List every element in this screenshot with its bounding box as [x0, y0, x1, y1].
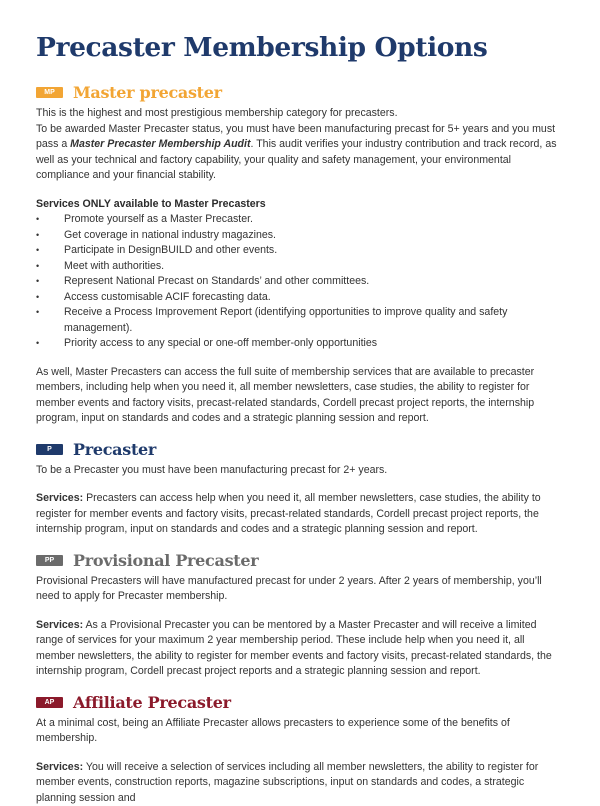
list-item: • Participate in DesignBUILD and other events. — [36, 243, 564, 259]
list-item: • Promote yourself as a Master Precaster. — [36, 212, 564, 228]
services-paragraph — [36, 491, 564, 538]
intro-paragraph: To be a Precaster you must have been manufacturing precast for 2+ years. — [36, 463, 564, 479]
section-header — [36, 551, 564, 570]
badge-ap: AP — [36, 697, 63, 708]
list-item: • Receive a Process Improvement Report (identifying opportunities to improve quality and safety management). — [36, 305, 564, 336]
section-header — [36, 83, 564, 102]
badge-p: P — [36, 444, 63, 455]
audit-text-a: To be awarded Master Precaster status, you must have been manufacturing precast for 5+ years and you must pass a — [36, 123, 555, 151]
services-paragraph — [36, 760, 564, 806]
audit-text-b: . This audit verifies your industry contribution and track record, as well as your technical and factory capability, your quality and safety management, your environmental compliance and your financial stability. — [36, 138, 557, 181]
section-header — [36, 440, 564, 459]
services-label: Services: — [36, 492, 83, 504]
section-master-precaster — [36, 83, 564, 427]
intro-paragraph: At a minimal cost, being an Affiliate Precaster allows precasters to experience some of the benefits of membership. — [36, 716, 564, 747]
intro-paragraph: This is the highest and most prestigious membership category for precasters. — [36, 106, 564, 122]
list-item: • Get coverage in national industry magazines. — [36, 228, 564, 244]
audit-paragraph — [36, 122, 564, 184]
section-title: Precaster — [73, 440, 156, 459]
section-affiliate-precaster — [36, 693, 564, 806]
services-heading: Services ONLY available to Master Precasters — [36, 197, 564, 213]
list-item: • Access customisable ACIF forecasting data. — [36, 290, 564, 306]
badge-mp: MP — [36, 87, 63, 98]
services-text: Precasters can access help when you need it, all member newsletters, case studies, the ability to register for member events and factory visits, precast-related standards, Cordell precast project reports, the internship program, input on standards and codes and a strategic planning session and report. — [36, 492, 541, 535]
audit-name: Master Precaster Membership Audit — [70, 138, 250, 150]
services-label: Services: — [36, 619, 83, 631]
intro-paragraph: Provisional Precasters will have manufactured precast for under 2 years. After 2 years of membership, you’ll need to apply for Precaster membership. — [36, 574, 564, 605]
list-item: • Represent National Precast on Standards’ and other committees. — [36, 274, 564, 290]
services-text: You will receive a selection of services including all member newsletters, the ability to register for member events, construction reports, magazine subscriptions, input on standards and codes, a strategic planning session and — [36, 761, 538, 804]
section-title: Provisional Precaster — [73, 551, 258, 570]
section-header — [36, 693, 564, 712]
list-item: • Priority access to any special or one-off member-only opportunities — [36, 336, 564, 352]
section-title: Affiliate Precaster — [73, 693, 231, 712]
section-precaster — [36, 440, 564, 538]
services-label: Services: — [36, 761, 83, 773]
list-item: • Meet with authorities. — [36, 259, 564, 275]
section-provisional-precaster — [36, 551, 564, 680]
page-title: Precaster Membership Options — [36, 32, 564, 63]
section-title: Master precaster — [73, 83, 222, 102]
closing-paragraph: As well, Master Precasters can access the full suite of membership services that are available to precaster members, including help when you need it, all member newsletters, case studies, the ability to register for member events and factory visits, precast-related standards, Cordell precast project reports, the internship program, input on standards and codes and a strategic planning session and report. — [36, 365, 564, 427]
services-list — [36, 212, 564, 352]
services-text: As a Provisional Precaster you can be mentored by a Master Precaster and will receive a limited range of services for your maximum 2 year membership period. These include help when you need it, all member newsletters, the ability to register for member events and factory visits, precast-related standards, the internship program, Cordell precast project reports and a strategic planning session and report. — [36, 619, 552, 678]
badge-pp: PP — [36, 555, 63, 566]
services-paragraph — [36, 618, 564, 680]
